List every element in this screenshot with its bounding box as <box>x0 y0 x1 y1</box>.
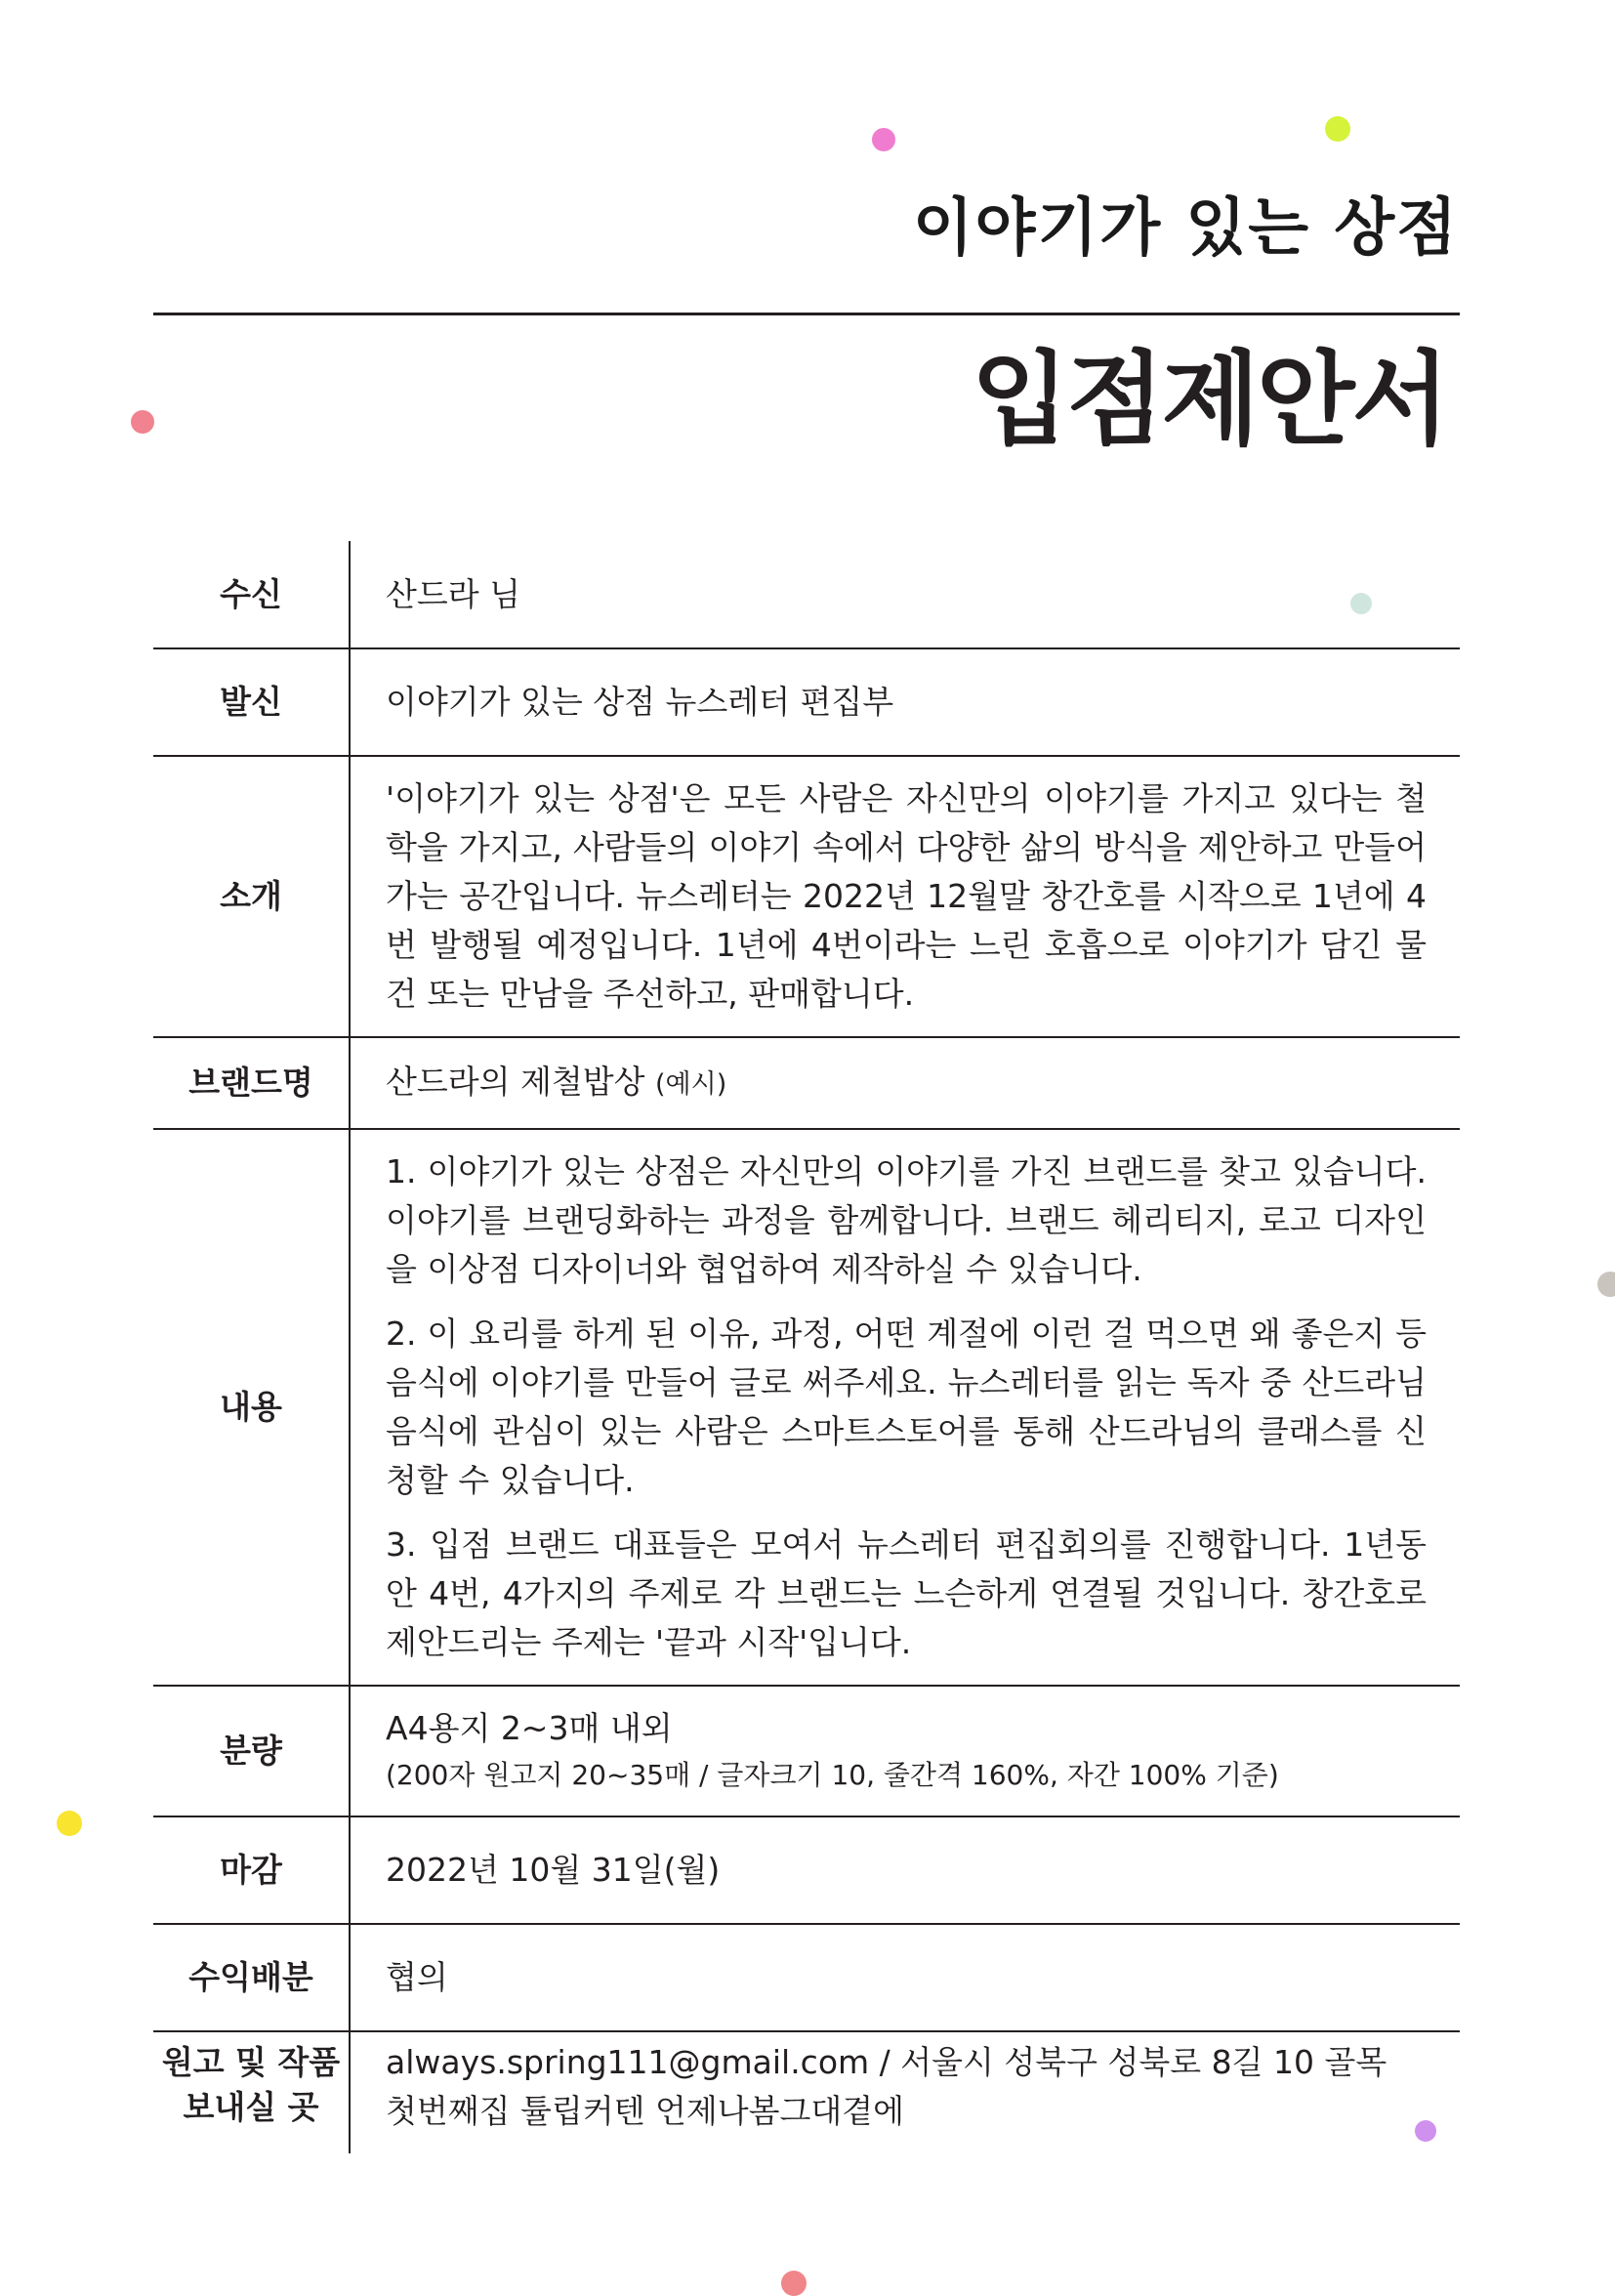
table-row-brand-name <box>153 1037 1460 1129</box>
sender-value: 이야기가 있는 상점 뉴스레터 편집부 <box>350 648 1460 756</box>
content-value <box>350 1129 1460 1686</box>
submission-address-line: 첫번째집 튤립커텐 언제나봄그대곁에 <box>386 2092 905 2130</box>
row-label-line: 보내실 곳 <box>183 2088 319 2126</box>
table-row-deadline <box>153 1816 1460 1924</box>
row-label: 분량 <box>153 1686 350 1816</box>
table-row-content <box>153 1129 1460 1686</box>
row-label: 수신 <box>153 541 350 648</box>
length-main: A4용지 2~3매 내외 <box>386 1709 673 1747</box>
length-note: (200자 원고지 20~35매 / 글자크기 10, 줄간격 160%, 자간 100% 기준) <box>386 1759 1279 1791</box>
table-row-length <box>153 1686 1460 1816</box>
store-logo: 이야기가 있는 상점 <box>912 192 1459 265</box>
row-label: 브랜드명 <box>153 1037 350 1129</box>
content-paragraph: 2. 이 요리를 하게 된 이유, 과정, 어떤 계절에 이런 걸 먹으면 왜 좋은지 등 음식에 이야기를 만들어 글로 써주세요. 뉴스레터를 읽는 독자 중 산드라님 음식에 관심이 있는 사람은 스마트스토어를 통해 산드라님의 클래스를 신청할 수 있습니다. <box>386 1315 1427 1499</box>
row-label: 수익배분 <box>153 1924 350 2031</box>
row-label: 소개 <box>153 756 350 1037</box>
content-paragraph: 3. 입점 브랜드 대표들은 모여서 뉴스레터 편집회의를 진행합니다. 1년동안 4번, 4가지의 주제로 각 브랜드는 느슨하게 연결될 것입니다. 창간호로 제안드리는 주제는 '끝과 시작'입니다. <box>386 1525 1427 1661</box>
submission-email-address: always.spring111@gmail.com / 서울시 성북구 성북로 8길 10 골목 <box>386 2043 1387 2081</box>
row-label: 마감 <box>153 1816 350 1924</box>
decor-dot-lime <box>1325 116 1350 142</box>
table-row-introduction <box>153 756 1460 1037</box>
decor-dot-yellow <box>57 1811 82 1836</box>
decor-dot-pink <box>872 128 895 151</box>
revenue-share-value: 협의 <box>350 1924 1460 2031</box>
recipient-value: 산드라 님 <box>386 574 521 613</box>
content-paragraph: 1. 이야기가 있는 상점은 자신만의 이야기를 가진 브랜드를 찾고 있습니다. 이야기를 브랜딩화하는 과정을 함께합니다. 브랜드 헤리티지, 로고 디자인을 이상점 디자이너와 협업하여 제작하실 수 있습니다. <box>386 1152 1427 1288</box>
row-label: 내용 <box>153 1129 350 1686</box>
deadline-value: 2022년 10월 31일(월) <box>350 1816 1460 1924</box>
length-value <box>350 1686 1460 1816</box>
document-title: 입점제안서 <box>971 340 1447 459</box>
table-row-sender <box>153 648 1460 756</box>
introduction-value: '이야기가 있는 상점'은 모든 사람은 자신만의 이야기를 가지고 있다는 철학을 가지고, 사람들의 이야기 속에서 다양한 삶의 방식을 제안하고 만들어가는 공간입니다. 뉴스레터는 2022년 12월말 창간호를 시작으로 1년에 4번 발행될 예정입니다. 1년에 4번이라는 느린 호흡으로 이야기가 담긴 물건 또는 만남을 주선하고, 판매합니다. <box>350 756 1460 1037</box>
decor-dot-salmon <box>781 2271 807 2296</box>
proposal-table <box>153 541 1460 2153</box>
table-row-revenue-share <box>153 1924 1460 2031</box>
brand-name-note: (예시) <box>655 1068 727 1100</box>
table-row-submission-address <box>153 2031 1460 2153</box>
brand-name-value <box>350 1037 1460 1129</box>
decor-dot-grey <box>1597 1272 1615 1297</box>
table-row-recipient <box>153 541 1460 648</box>
brand-name-text: 산드라의 제철밥상 <box>386 1062 645 1101</box>
row-label-line: 원고 및 작품 <box>161 2043 341 2081</box>
row-label <box>153 2031 350 2153</box>
decor-dot-coral <box>131 410 154 434</box>
row-label: 발신 <box>153 648 350 756</box>
header-divider <box>153 313 1460 315</box>
submission-address-value <box>350 2031 1460 2153</box>
